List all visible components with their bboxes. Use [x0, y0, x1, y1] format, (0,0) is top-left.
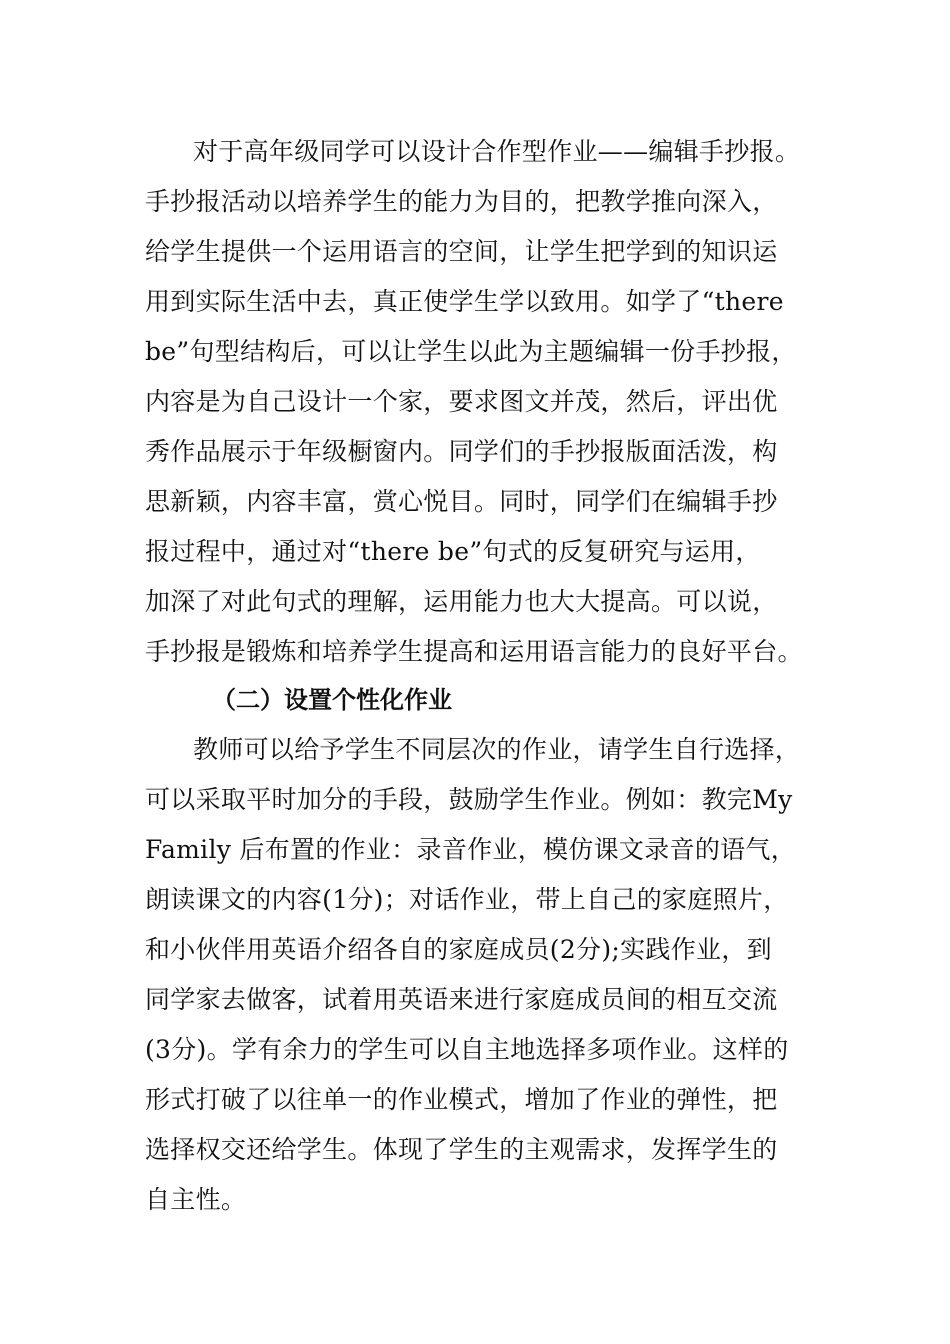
paragraph-line: 和小伙伴用英语介绍各自的家庭成员(2分);实践作业，到: [145, 935, 772, 964]
paragraph-line: 秀作品展示于年级橱窗内。同学们的手抄报版面活泼，构: [145, 437, 778, 466]
paragraph-line: 手抄报是锻炼和培养学生提高和运用语言能力的良好平台。: [145, 637, 803, 666]
paragraph-line: 形式打破了以往单一的作业模式，增加了作业的弹性，把: [145, 1085, 778, 1114]
paragraph-line: be”句型结构后，可以让学生以此为主题编辑一份手抄报，: [145, 337, 797, 366]
paragraph-line: 自主性。: [145, 1185, 247, 1214]
paragraph-line: 手抄报活动以培养学生的能力为目的，把教学推向深入，: [145, 187, 778, 216]
paragraph-line: 选择权交还给学生。体现了学生的主观需求，发挥学生的: [145, 1135, 778, 1164]
paragraph-line: 报过程中，通过对“there be”句式的反复研究与运用，: [145, 537, 761, 566]
paragraph-line: 思新颖，内容丰富，赏心悦目。同时，同学们在编辑手抄: [145, 487, 778, 516]
paragraph-line: 对于高年级同学可以设计合作型作业——编辑手抄报。: [193, 137, 801, 166]
paragraph-line: 朗读课文的内容(1分)；对话作业，带上自己的家庭照片，: [145, 885, 789, 914]
paragraph-line: (3分)。学有余力的学生可以自主地选择多项作业。这样的: [145, 1035, 789, 1064]
section-heading: （二）设置个性化作业: [212, 686, 452, 714]
paragraph-line: 用到实际生活中去，真正使学生学以致用。如学了“there: [145, 287, 784, 316]
paragraph-line: 内容是为自己设计一个家，要求图文并茂，然后，评出优: [145, 387, 778, 416]
paragraph-line: 教师可以给予学生不同层次的作业，请学生自行选择，: [193, 735, 801, 764]
paragraph-line: 同学家去做客，试着用英语来进行家庭成员间的相互交流: [145, 985, 778, 1014]
paragraph-line: 可以采取平时加分的手段，鼓励学生作业。例如：教完My: [145, 785, 793, 814]
paragraph-line: Family 后布置的作业：录音作业，模仿课文录音的语气，: [145, 835, 797, 864]
paragraph-line: 给学生提供一个运用语言的空间，让学生把学到的知识运: [145, 237, 778, 266]
paragraph-line: 加深了对此句式的理解，运用能力也大大提高。可以说，: [145, 587, 778, 616]
